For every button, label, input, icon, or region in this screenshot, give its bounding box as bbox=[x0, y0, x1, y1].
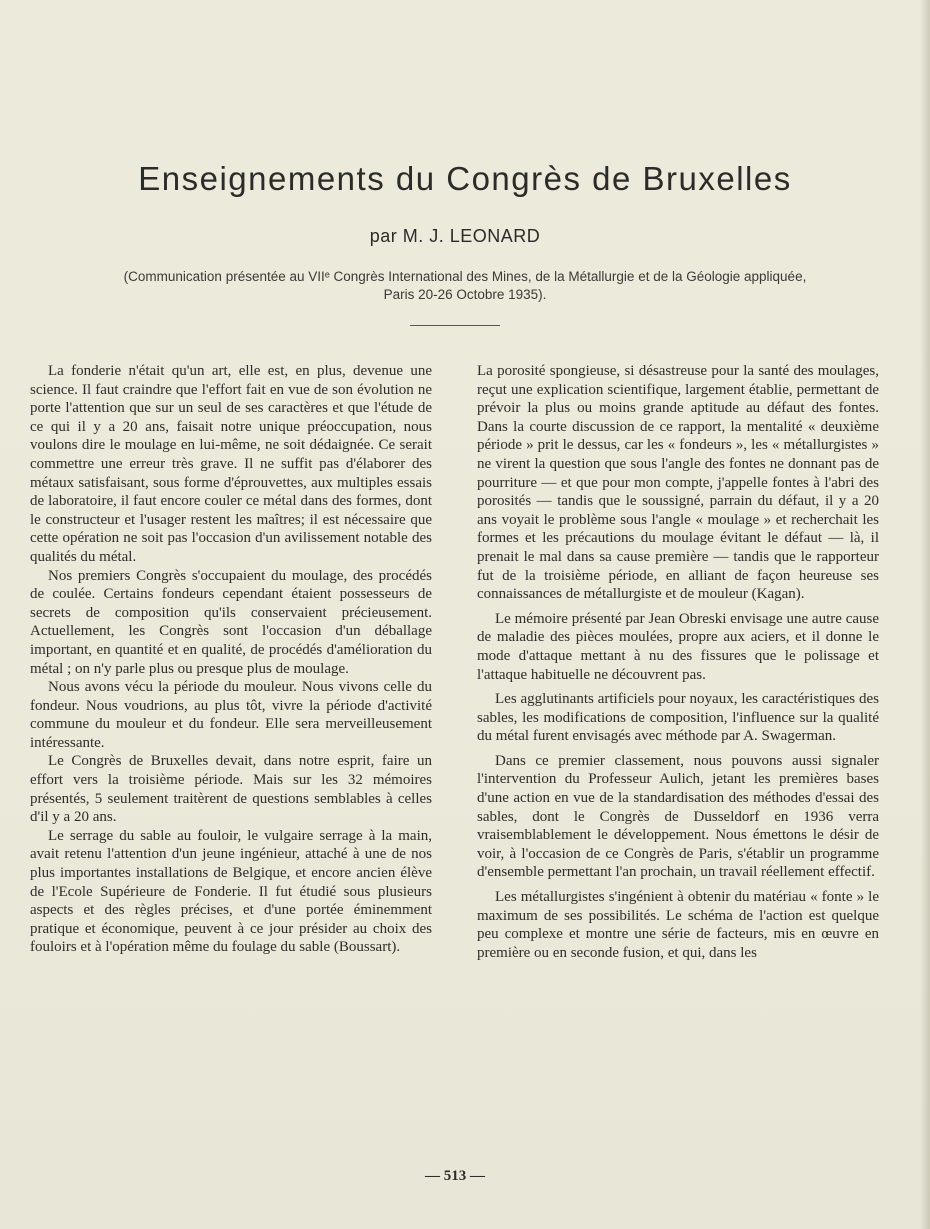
article-title: Enseignements du Congrès de Bruxelles bbox=[138, 160, 792, 197]
article-note bbox=[50, 268, 880, 304]
paragraph: Dans ce premier classement, nous pouvons aussi signaler l'intervention du Professeur Aulich, jetant les premières bases d'une action en vue de la standardisation des méthodes d'essai des sables, dont le Congrès de Dusseldorf en 1936 verra vraisemblablement le développement. Nous émettons le désir de voir, à l'occasion de ce Congrès de Paris, s'établir un programme d'ensemble permettant l'an prochain, un travail réellement effectif. bbox=[477, 752, 879, 881]
paragraph: Le mémoire présenté par Jean Obreski envisage une autre cause de maladie des pièces moulées, propre aux aciers, et il donne le mode d'attaque mettant à nu des fissures que le polissage et l'attaque habituelle ne découvrent pas. bbox=[477, 610, 879, 683]
paragraph: La porosité spongieuse, si désastreuse pour la santé des moulages, reçut une explication scientifique, largement établie, permettant de prévoir la plus ou moins grande aptitude au défaut des fontes. Dans la courte discussion de ce rapport, la mentalité « deuxième période » prit le dessus, car les « fondeurs », les « métallurgistes » ne virent la question que sous l'angle des fontes ne donnant pas de pourriture — et que pour mon compte, j'appelle fontes à l'abri des porosités — tandis que le soussigné, parrain du défaut, il y a 20 ans voyait le problème sous l'angle « moulage » et recherchait les formes et les précautions du moulage évitant le défaut — là, il prenait le mal dans sa cause première — tandis que le rapporteur fut de la troisième période, en alliant de façon heureuse ses connaissances de métallurgiste et de mouleur (Kagan). bbox=[477, 363, 879, 603]
paragraph: La fonderie n'était qu'un art, elle est, en plus, devenue une science. Il faut craindre que l'effort fait en vue de son évolution ne porte l'attention que sur un seul de ses caractères et que l'étude de ce qui il y a 20 ans, faisait notre unique préoccupation, nous voulons dire le moulage en lui-même, ne soit dédaignée. Ce serait commettre une erreur très grave. Il ne suffit pas d'élaborer des métaux satisfaisant, sous forme d'éprouvettes, aux multiples essais de laboratoire, il faut encore couler ce métal dans des formes, dont le constructeur et l'usager restent les maîtres; il est nécessaire que cette opération ne soit pas l'occasion d'un avilissement notable des qualités du métal. bbox=[30, 363, 432, 565]
paragraph: Nos premiers Congrès s'occupaient du moulage, des procédés de coulée. Certains fondeurs cependant étaient possesseurs de secrets de composition qu'ils conservaient précieusement. Actuellement, les Congrès sont l'occasion d'un déballage important, en quantité et en qualité, de procédés d'amélioration du métal ; on n'y parle plus ou presque plus de moulage. bbox=[30, 567, 432, 677]
note-line-2: Paris 20-26 Octobre 1935). bbox=[383, 287, 547, 302]
page-number: — 513 — bbox=[425, 1168, 485, 1184]
right-column bbox=[477, 362, 879, 968]
paragraph: Les métallurgistes s'ingénient à obtenir du matériau « fonte » le maximum de ses possibilités. Le schéma de l'action est quelque peu complexe et montre une série de facteurs, mis en œuvre en première ou en seconde fusion, et qui, dans les bbox=[477, 889, 879, 961]
paragraph: Nous avons vécu la période du mouleur. Nous vivons celle du fondeur. Nous voudrions, au plus tôt, vivre la période d'activité commune du mouleur et du fondeur. Elle sera merveilleusement intéressante. bbox=[30, 679, 432, 751]
paragraph: Le Congrès de Bruxelles devait, dans notre esprit, faire un effort vers la troisième période. Mais sur les 32 mémoires présentés, 5 seulement traitèrent de questions semblables à celles d'il y a 20 ans. bbox=[30, 753, 432, 826]
article-author: par M. J. LEONARD bbox=[369, 226, 541, 246]
note-line-1: (Communication présentée au VIIᵉ Congrès International des Mines, de la Métallurgie et de la Géologie appliquée, bbox=[123, 269, 807, 284]
left-column bbox=[30, 362, 432, 957]
paragraph: Le serrage du sable au fouloir, le vulgaire serrage à la main, avait retenu l'attention d'un jeune ingénieur, attaché à une de nos plus importantes installations de Belgique, et encore ancien élève de l'Ecole Supérieure de Fonderie. Il fut étudié sous plusieurs aspects et des règles précises, et d'une portée éminemment pratique et économique, peuvent à ce jour présider au choix des fouloirs et à l'opération même du foulage du sable (Boussart). bbox=[30, 827, 432, 956]
paragraph: Les agglutinants artificiels pour noyaux, les caractéristiques des sables, les modifications de composition, l'influence sur la qualité du métal furent envisagés avec méthode par A. Swagerman. bbox=[477, 691, 879, 745]
title-divider bbox=[410, 325, 500, 326]
